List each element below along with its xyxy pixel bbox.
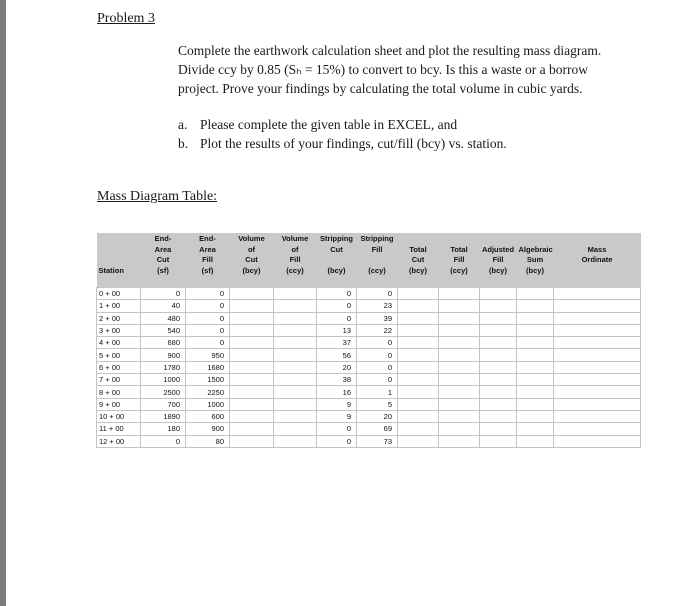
- station-cell: 12 + 00: [97, 435, 141, 447]
- column-header-line: Cut: [156, 255, 170, 264]
- table-cell: 0: [186, 300, 230, 312]
- column-header-line: [359, 255, 396, 266]
- table-cell: [480, 435, 517, 447]
- table-cell: 0: [186, 288, 230, 300]
- table-cell: [274, 386, 317, 398]
- column-header: [317, 233, 357, 288]
- table-cell: [439, 312, 480, 324]
- table-cell: [230, 312, 274, 324]
- table-cell: [398, 410, 439, 422]
- task-list: [178, 115, 507, 153]
- table-cell: [439, 349, 480, 361]
- table-row: [97, 300, 641, 312]
- table-cell: 80: [186, 435, 230, 447]
- table-cell: 1000: [141, 374, 186, 386]
- table-cell: 0: [357, 288, 398, 300]
- table-cell: [274, 361, 317, 373]
- table-cell: [398, 374, 439, 386]
- table-cell: [517, 361, 554, 373]
- table-cell: 39: [357, 312, 398, 324]
- table-row: [97, 435, 641, 447]
- table-row: [97, 349, 641, 361]
- column-header-line: (bcy): [327, 265, 346, 275]
- table-cell: [554, 374, 641, 386]
- table-cell: 5: [357, 398, 398, 410]
- column-header-line: Algebraic: [518, 244, 553, 254]
- task-letter: a.: [178, 117, 188, 132]
- column-header: [439, 233, 480, 288]
- table-cell: [517, 374, 554, 386]
- column-header-line: Total: [450, 244, 468, 254]
- left-edge-bar: [0, 0, 6, 606]
- table-row: [97, 312, 641, 324]
- table-cell: [517, 386, 554, 398]
- table-cell: 56: [317, 349, 357, 361]
- table-row: [97, 398, 641, 410]
- column-header-line: [99, 255, 139, 266]
- table-cell: [230, 410, 274, 422]
- table-cell: [274, 410, 317, 422]
- column-header-line: [519, 234, 552, 245]
- table-cell: 900: [186, 423, 230, 435]
- table-cell: [554, 410, 641, 422]
- table-row: [97, 337, 641, 349]
- column-header: [186, 233, 230, 288]
- table-cell: [274, 374, 317, 386]
- column-header-line: End-: [199, 234, 216, 243]
- table-cell: [230, 386, 274, 398]
- table-cell: 0: [186, 337, 230, 349]
- column-header-line: Ordinate: [581, 255, 613, 264]
- table-cell: [517, 435, 554, 447]
- table-header-row: [97, 233, 641, 288]
- column-header-line: Cut: [411, 255, 425, 264]
- table-cell: [439, 410, 480, 422]
- table-cell: 20: [357, 410, 398, 422]
- column-header: [97, 233, 141, 288]
- column-header-line: (bcy): [242, 265, 261, 275]
- table-cell: 13: [317, 324, 357, 336]
- table-cell: [274, 423, 317, 435]
- table-cell: 480: [141, 312, 186, 324]
- table-cell: [517, 349, 554, 361]
- table-row: [97, 386, 641, 398]
- table-cell: [230, 374, 274, 386]
- table-cell: [439, 374, 480, 386]
- column-header-line: Cut: [330, 244, 343, 254]
- table-cell: [398, 288, 439, 300]
- task-item: [178, 134, 507, 153]
- column-header-line: (ccy): [368, 265, 386, 275]
- table-cell: 950: [186, 349, 230, 361]
- table-cell: [439, 288, 480, 300]
- table-cell: [439, 435, 480, 447]
- column-header-line: Fill: [453, 255, 465, 264]
- column-header-line: Fill: [202, 255, 213, 264]
- table-cell: 0: [186, 312, 230, 324]
- column-header-line: (ccy): [450, 265, 468, 275]
- station-cell: 4 + 00: [97, 337, 141, 349]
- column-header-line: of: [291, 244, 299, 254]
- table-cell: [398, 337, 439, 349]
- table-cell: [517, 300, 554, 312]
- table-cell: [439, 398, 480, 410]
- table-row: [97, 423, 641, 435]
- column-header-line: Fill: [289, 255, 301, 264]
- table-cell: [480, 361, 517, 373]
- instruction-line: Divide ccy by 0.85 (Sₕ = 15%) to convert to bcy. Is this a waste or a borrow: [178, 62, 588, 77]
- table-cell: 0: [357, 337, 398, 349]
- column-header-line: Station: [98, 265, 124, 275]
- table-cell: [480, 349, 517, 361]
- table-cell: 73: [357, 435, 398, 447]
- station-cell: 0 + 00: [97, 288, 141, 300]
- table-cell: [554, 386, 641, 398]
- station-cell: 1 + 00: [97, 300, 141, 312]
- task-item: [178, 115, 507, 134]
- table-cell: [480, 410, 517, 422]
- table-cell: 0: [317, 423, 357, 435]
- column-header-line: Area: [154, 244, 172, 254]
- table-cell: 9: [317, 410, 357, 422]
- table-cell: 2500: [141, 386, 186, 398]
- table-cell: [230, 423, 274, 435]
- table-cell: [274, 435, 317, 447]
- table-cell: 16: [317, 386, 357, 398]
- column-header-line: [319, 255, 355, 266]
- table-cell: 700: [141, 398, 186, 410]
- instruction-line: project. Prove your findings by calculating the total volume in cubic yards.: [178, 81, 583, 96]
- column-header-line: Total: [409, 244, 427, 254]
- table-body: [97, 288, 641, 448]
- station-cell: 5 + 00: [97, 349, 141, 361]
- table-cell: [230, 435, 274, 447]
- table-cell: 1780: [141, 361, 186, 373]
- table-cell: [517, 410, 554, 422]
- table-cell: [517, 288, 554, 300]
- table-cell: 0: [317, 288, 357, 300]
- table-cell: [230, 337, 274, 349]
- table-cell: [554, 324, 641, 336]
- column-header-line: [99, 245, 139, 256]
- column-header-line: [556, 234, 639, 245]
- column-header: [230, 233, 274, 288]
- column-header-line: [400, 234, 437, 245]
- station-cell: 6 + 00: [97, 361, 141, 373]
- table-cell: [274, 288, 317, 300]
- table-cell: [480, 386, 517, 398]
- task-text: Plot the results of your findings, cut/fill (bcy) vs. station.: [200, 136, 507, 151]
- table-cell: [439, 324, 480, 336]
- table-cell: [230, 361, 274, 373]
- column-header-line: [556, 266, 639, 277]
- table-cell: [398, 386, 439, 398]
- table-cell: [517, 398, 554, 410]
- table-cell: [398, 398, 439, 410]
- table-row: [97, 288, 641, 300]
- table-cell: [398, 423, 439, 435]
- column-header: [141, 233, 186, 288]
- table-cell: [480, 374, 517, 386]
- station-cell: 2 + 00: [97, 312, 141, 324]
- station-cell: 9 + 00: [97, 398, 141, 410]
- table-cell: [439, 386, 480, 398]
- column-header: [480, 233, 517, 288]
- table-cell: [554, 398, 641, 410]
- table-cell: [274, 337, 317, 349]
- table-cell: 600: [186, 410, 230, 422]
- column-header-line: (ccy): [286, 265, 304, 275]
- table-cell: 900: [141, 349, 186, 361]
- table-title: Mass Diagram Table:: [97, 189, 218, 204]
- column-header-line: Mass: [587, 244, 607, 254]
- table-cell: [230, 324, 274, 336]
- table-cell: [480, 337, 517, 349]
- table-cell: 1: [357, 386, 398, 398]
- table-cell: [480, 300, 517, 312]
- table-cell: 0: [357, 374, 398, 386]
- column-header-line: [99, 234, 139, 245]
- table-cell: [398, 435, 439, 447]
- table-cell: [274, 324, 317, 336]
- table-cell: 1680: [186, 361, 230, 373]
- column-header-line: [441, 234, 478, 245]
- task-letter: b.: [178, 136, 189, 151]
- table-cell: [230, 349, 274, 361]
- column-header-line: (sf): [201, 265, 214, 275]
- column-header-line: (sf): [157, 265, 169, 275]
- table-cell: [230, 288, 274, 300]
- station-cell: 8 + 00: [97, 386, 141, 398]
- table-cell: [398, 312, 439, 324]
- table-cell: [554, 300, 641, 312]
- table-cell: 20: [317, 361, 357, 373]
- table-row: [97, 374, 641, 386]
- table-cell: [554, 361, 641, 373]
- table-cell: [230, 300, 274, 312]
- table-cell: [517, 337, 554, 349]
- table-cell: 37: [317, 337, 357, 349]
- table-cell: [480, 398, 517, 410]
- table-cell: [480, 288, 517, 300]
- table-cell: 22: [357, 324, 398, 336]
- table-cell: [398, 324, 439, 336]
- column-header-line: Adjusted: [481, 244, 515, 254]
- table-cell: [439, 423, 480, 435]
- column-header: [517, 233, 554, 288]
- column-header-line: Fill: [371, 244, 383, 254]
- instructions-paragraph: [178, 41, 638, 98]
- column-header-line: Area: [199, 244, 216, 254]
- table-cell: [439, 337, 480, 349]
- table-cell: 40: [141, 300, 186, 312]
- table-cell: [554, 337, 641, 349]
- table-cell: 680: [141, 337, 186, 349]
- table-cell: [398, 361, 439, 373]
- table-cell: 1000: [186, 398, 230, 410]
- station-cell: 10 + 00: [97, 410, 141, 422]
- table-cell: [439, 361, 480, 373]
- table-cell: [554, 435, 641, 447]
- column-header-line: End-: [154, 234, 172, 243]
- table-cell: [274, 398, 317, 410]
- table-cell: [480, 312, 517, 324]
- table-cell: 1500: [186, 374, 230, 386]
- table-cell: [554, 349, 641, 361]
- table-cell: [554, 312, 641, 324]
- column-header-line: Stripping: [360, 234, 394, 243]
- column-header-line: (bcy): [489, 265, 507, 275]
- table-cell: 0: [317, 300, 357, 312]
- task-text: Please complete the given table in EXCEL, and: [200, 117, 458, 132]
- table-cell: [230, 398, 274, 410]
- column-header-line: (bcy): [409, 265, 427, 275]
- station-cell: 3 + 00: [97, 324, 141, 336]
- table-cell: 2250: [186, 386, 230, 398]
- table-cell: 0: [141, 288, 186, 300]
- table-cell: 0: [357, 349, 398, 361]
- table-cell: [439, 300, 480, 312]
- column-header-line: Stripping: [320, 234, 353, 243]
- table-row: [97, 361, 641, 373]
- table-cell: 38: [317, 374, 357, 386]
- column-header-line: (bcy): [526, 265, 544, 275]
- column-header: [398, 233, 439, 288]
- mass-diagram-table: [96, 233, 641, 448]
- table-cell: 0: [357, 361, 398, 373]
- table-cell: 540: [141, 324, 186, 336]
- table-row: [97, 324, 641, 336]
- table-cell: [274, 349, 317, 361]
- column-header-line: Volume: [238, 234, 265, 243]
- instruction-line: Complete the earthwork calculation sheet and plot the resulting mass diagram.: [178, 43, 602, 58]
- column-header: [274, 233, 317, 288]
- column-header-line: Fill: [492, 255, 504, 264]
- table-cell: 23: [357, 300, 398, 312]
- column-header-line: Cut: [245, 255, 258, 264]
- column-header: [554, 233, 641, 288]
- table-cell: [398, 300, 439, 312]
- column-header-line: [482, 234, 515, 245]
- table-cell: [517, 312, 554, 324]
- table-cell: [274, 300, 317, 312]
- table-cell: [517, 324, 554, 336]
- table-cell: 0: [317, 435, 357, 447]
- station-cell: 7 + 00: [97, 374, 141, 386]
- table-cell: [274, 312, 317, 324]
- station-cell: 11 + 00: [97, 423, 141, 435]
- table-cell: 1890: [141, 410, 186, 422]
- table-cell: 0: [141, 435, 186, 447]
- column-header-line: of: [247, 244, 256, 254]
- table-cell: 180: [141, 423, 186, 435]
- table-cell: [554, 288, 641, 300]
- table-cell: [554, 423, 641, 435]
- table-cell: 0: [317, 312, 357, 324]
- table-cell: [480, 324, 517, 336]
- table-cell: [480, 423, 517, 435]
- column-header: [357, 233, 398, 288]
- table-cell: [517, 423, 554, 435]
- problem-title: Problem 3: [97, 11, 155, 26]
- table-cell: 69: [357, 423, 398, 435]
- column-header-line: Sum: [526, 255, 544, 264]
- table-cell: [398, 349, 439, 361]
- table-cell: 9: [317, 398, 357, 410]
- column-header-line: Volume: [281, 234, 309, 243]
- table-cell: 0: [186, 324, 230, 336]
- table-row: [97, 410, 641, 422]
